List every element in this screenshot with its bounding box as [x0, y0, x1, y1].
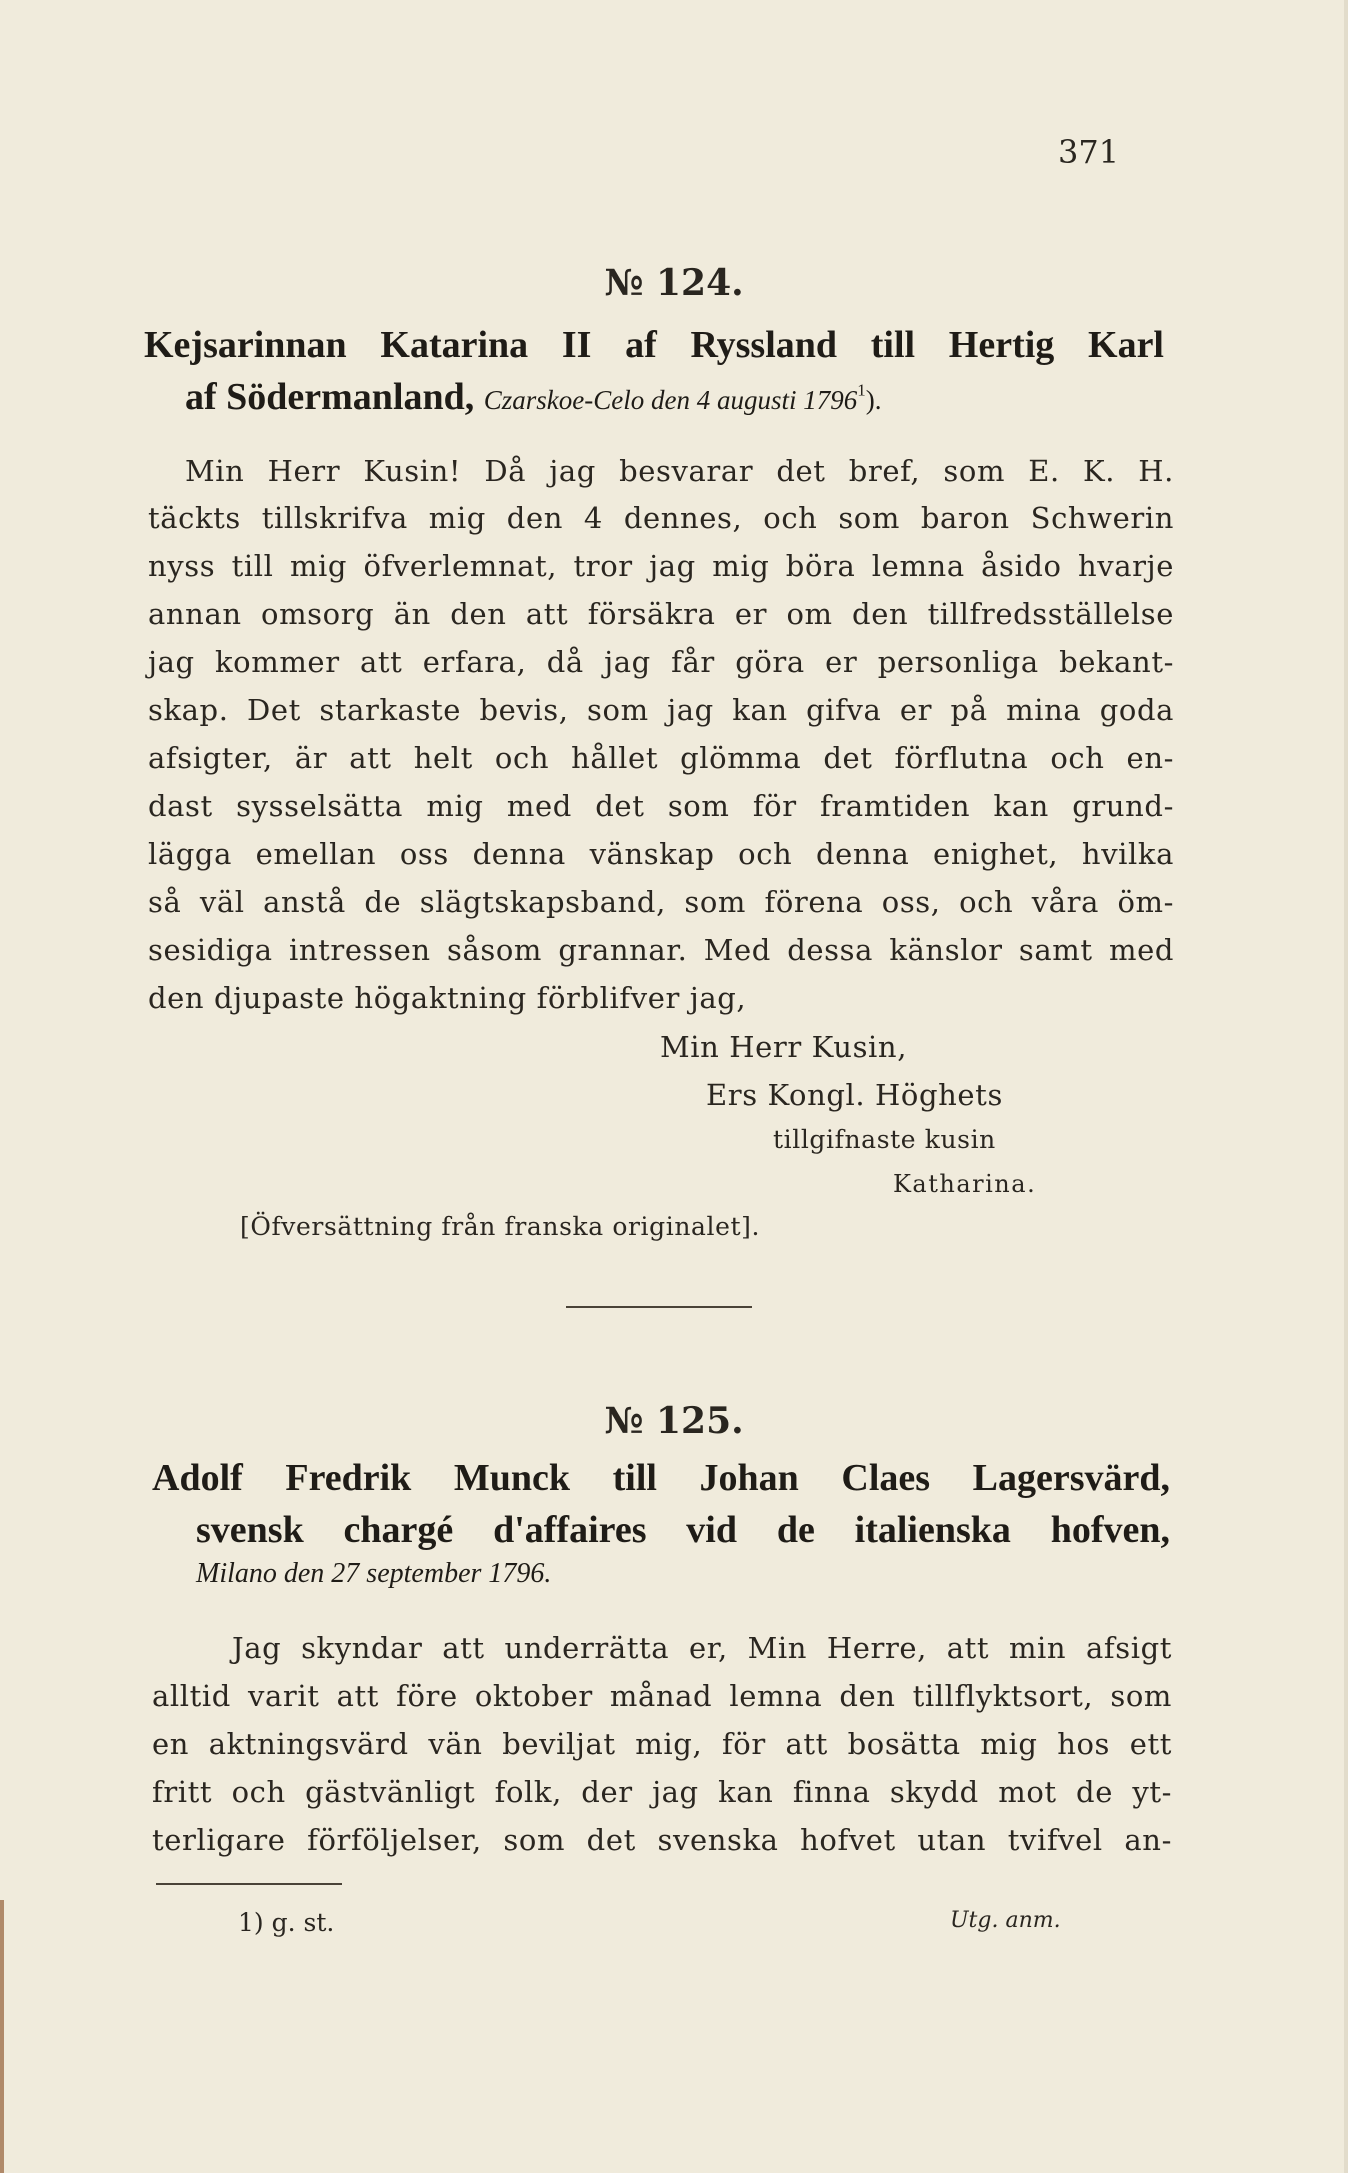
footnote-source: Utg. anm.: [950, 1908, 1061, 1933]
closing-phrase: tillgifnaste kusin: [773, 1125, 996, 1154]
letter-124-line: den djupaste högaktning förblifver jag,: [148, 981, 747, 1015]
letter-125-line: alltid varit att före oktober månad lemna den tillflyktsort, som: [152, 1679, 1172, 1713]
letter-124-line: täckts tillskrifva mig den 4 dennes, och som baron Schwerin: [148, 501, 1174, 535]
letter-124-line: sesidiga intressen såsom grannar. Med dessa känslor samt med: [148, 933, 1174, 967]
section-divider: [566, 1306, 752, 1308]
letter-124-title-recipient: af Södermanland,: [185, 376, 475, 418]
closing-title: Ers Kongl. Höghets: [706, 1078, 1003, 1112]
letter-124-place-date: Czarskoe-Celo den 4 augusti 1796: [483, 385, 858, 415]
letter-124-line: annan omsorg än den att försäkra er om den tillfredsställelse: [148, 597, 1174, 631]
page-number: 371: [1058, 133, 1120, 171]
letter-124-line: så väl anstå de slägtskapsband, som förena oss, och våra öm-: [148, 885, 1174, 919]
letter-125-title-line1: Adolf Fredrik Munck till Johan Claes Lagersvärd,: [152, 1457, 1170, 1499]
letter-125-line: fritt och gästvänligt folk, der jag kan finna skydd mot de yt-: [152, 1775, 1172, 1809]
scan-edge-mark: [1344, 0, 1348, 2173]
letter-124-title-line1: Kejsarinnan Katarina II af Ryssland till Hertig Karl: [144, 324, 1164, 366]
letter-124-number: № 124.: [604, 262, 744, 304]
letter-124-line: skap. Det starkaste bevis, som jag kan gifva er på mina goda: [148, 693, 1174, 727]
letter-125-line: en aktningsvärd vän beviljat mig, för att bosätta mig hos ett: [152, 1727, 1172, 1761]
letter-125-line: Jag skyndar att underrätta er, Min Herre, att min afsigt: [232, 1631, 1172, 1665]
letter-125-place-date: Milano den 27 september 1796.: [196, 1558, 552, 1589]
signature: Katharina.: [893, 1170, 1037, 1198]
letter-124-line: Min Herr Kusin! Då jag besvarar det bref, som E. K. H.: [185, 454, 1174, 488]
letter-124-line: jag kommer att erfara, då jag får göra er personliga bekant-: [148, 645, 1174, 679]
letter-124-line: afsigter, är att helt och hållet glömma det förflutna och en-: [148, 741, 1174, 775]
letter-124-line: dast sysselsätta mig med det som för framtiden kan grund-: [148, 789, 1174, 823]
translation-note: [Öfversättning från franska originalet].: [240, 1212, 761, 1241]
letter-125-title-line2: svensk chargé d'affaires vid de italienska hofven,: [196, 1509, 1170, 1551]
letter-124-line: lägga emellan oss denna vänskap och denna enighet, hvilka: [148, 837, 1174, 871]
footnote-ref: 1: [857, 380, 866, 400]
footnote-marker: 1) g. st.: [238, 1908, 335, 1937]
letter-124-title-line2: af Södermanland, Czarskoe-Celo den 4 augusti 1796$^1$).: [185, 376, 882, 418]
closing-salutation: Min Herr Kusin,: [660, 1030, 908, 1064]
footnote-rule: [156, 1883, 342, 1885]
scan-edge-mark: [0, 1900, 4, 2173]
letter-124-line: nyss till mig öfverlemnat, tror jag mig böra lemna åsido hvarje: [148, 549, 1174, 583]
letter-125-line: terligare förföljelser, som det svenska hofvet utan tvifvel an-: [152, 1823, 1172, 1857]
letter-125-number: № 125.: [604, 1400, 744, 1442]
